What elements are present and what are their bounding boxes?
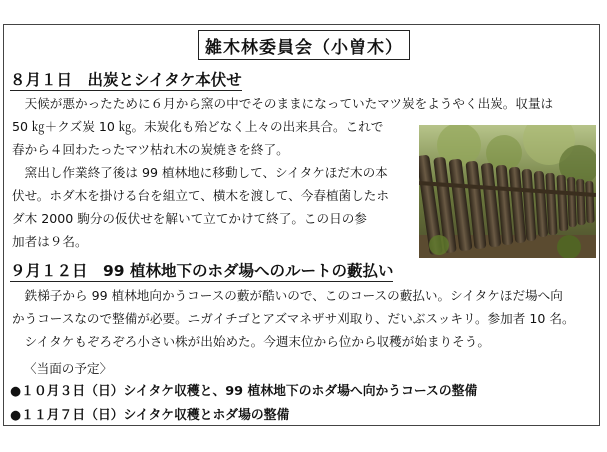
section2-line: かうコースなので整備が必要。ニガイチゴとアズマネザサ刈取り、だいぶスッキリ。参加者 10 名。 [12, 311, 575, 326]
section-heading-aug1: ８月１日 出炭とシイタケ本伏せ [10, 71, 242, 89]
section1-line: 伏せ。ホダ木を掛ける台を組立て、横木を渡して、今春植菌したホ [12, 188, 389, 203]
schedule-item: ●１１月７日（日）シイタケ収穫とホダ場の整備 [10, 408, 290, 423]
schedule-item: ●１０月３日（日）シイタケ収穫と、99 植林地下のホダ場へ向かうコースの整備 [10, 384, 478, 399]
section1-line: ダ木 2000 駒分の仮伏せを解いて立てかけて終了。この日の参 [12, 211, 367, 226]
shiitake-logs-illustration [419, 125, 596, 258]
section2-line: 鉄梯子から 99 植林地向かうコースの藪が酷いので、このコースの藪払い。シイタケほだ場へ向 [12, 288, 563, 303]
page-title: 雑木林委員会（小曽木） [198, 30, 410, 60]
section1-line: 50 ㎏＋クズ炭 10 ㎏。未炭化も殆どなく上々の出来具合。これで [12, 119, 384, 134]
section2-line: シイタケもぞろぞろ小さい株が出始めた。今週末位から位から収穫が始まりそう。 [12, 334, 490, 349]
section1-line: 春から４回わたったマツ枯れ木の炭焼きを終了。 [12, 142, 289, 157]
section-heading-sep12: ９月１２日 99 植林地下のホダ場へのルートの藪払い [10, 262, 394, 280]
section1-line: 窯出し作業終了後は 99 植林地に移動して、シイタケほだ木の本 [12, 165, 388, 180]
schedule-heading: 〈当面の予定〉 [24, 361, 113, 376]
section1-line: 加者は９名。 [12, 234, 88, 249]
section1-line: 天候が悪かったために６月から窯の中でそのままになっていたマツ炭をようやく出炭。収量は [12, 96, 554, 111]
shiitake-logs-photo [419, 125, 596, 258]
